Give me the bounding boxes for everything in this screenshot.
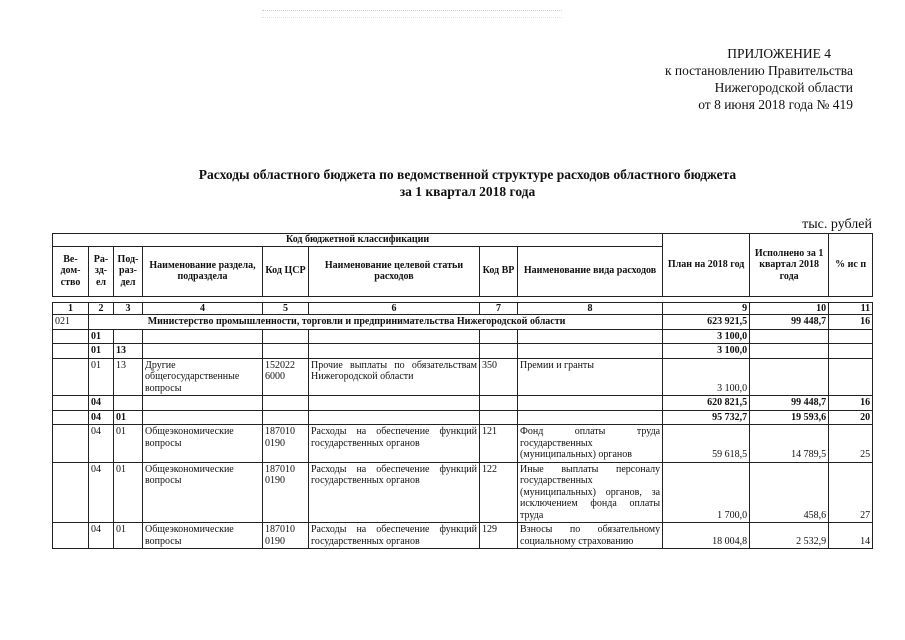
cell-vr: 121: [480, 425, 518, 463]
ministry-name: [89, 315, 663, 330]
table-row: [53, 396, 873, 411]
cell-vedomstvo: [53, 523, 89, 549]
cell-plan: 59 618,5: [663, 425, 750, 463]
cell-vr-name: Премии и гранты: [518, 358, 663, 396]
header-csr-name: Наименование целевой статьи расходов: [309, 246, 480, 296]
cell-vedomstvo: [53, 425, 89, 463]
cell-podrazdel: 13: [114, 344, 143, 359]
cell-done: 19 593,6: [750, 410, 829, 425]
cell-pct: 20: [829, 410, 873, 425]
cell-plan: 3 100,0: [663, 329, 750, 344]
col-number: 5: [263, 302, 309, 315]
header-row-group: [53, 234, 873, 247]
cell-vedomstvo: [53, 410, 89, 425]
col-number: 9: [663, 302, 750, 315]
header-podrazdel: Под-раз-дел: [114, 246, 143, 296]
cell-csr-name: [309, 329, 480, 344]
cell-pct: [829, 344, 873, 359]
cell-vedomstvo: [53, 344, 89, 359]
col-number: 4: [143, 302, 263, 315]
cell-razdel: 04: [89, 425, 114, 463]
table-row: [53, 425, 873, 463]
cell-csr: 187010 0190: [263, 462, 309, 523]
budget-table: [52, 233, 873, 549]
cell-podrazdel: 01: [114, 523, 143, 549]
cell-pct: 14: [829, 523, 873, 549]
title-line: Расходы областного бюджета по ведомственной структуре расходов областного бюджета: [198, 167, 737, 182]
cell-razdel-name: Общеэкономические вопросы: [143, 523, 263, 549]
header-vr-name: Наименование вида расходов: [518, 246, 663, 296]
cell-razdel: 01: [89, 329, 114, 344]
appendix-title: ПРИЛОЖЕНИЕ 4: [727, 46, 831, 61]
cell-razdel-name: [143, 396, 263, 411]
col-number: 1: [53, 302, 89, 315]
cell-done: 14 789,5: [750, 425, 829, 463]
cell-vr: [480, 329, 518, 344]
cell-plan: 3 100,0: [663, 358, 750, 396]
scan-artifact: [262, 10, 562, 18]
cell-vr: 350: [480, 358, 518, 396]
header-done: Исполнено за 1 квартал 2018 года: [750, 234, 829, 297]
col-number: 2: [89, 302, 114, 315]
col-number: 11: [829, 302, 873, 315]
cell-done: [750, 344, 829, 359]
cell-csr-name: Прочие выплаты по обязательствам Нижегородской области: [309, 358, 480, 396]
units-label: тыс. рублей: [802, 217, 872, 232]
cell-done: [750, 329, 829, 344]
appendix-block: [665, 45, 853, 113]
cell-done: 458,6: [750, 462, 829, 523]
cell-csr-name: Расходы на обеспечение функций государственных органов: [309, 462, 480, 523]
header-group: Код бюджетной классификации: [53, 234, 663, 247]
appendix-line: Нижегородской области: [714, 80, 853, 95]
cell-vr: [480, 410, 518, 425]
table-row: [53, 462, 873, 523]
cell-csr-name: Расходы на обеспечение функций государственных органов: [309, 425, 480, 463]
col-number: 10: [750, 302, 829, 315]
cell-vr-name: Взносы по обязательному социальному страхованию: [518, 523, 663, 549]
title-line: за 1 квартал 2018 года: [399, 184, 536, 199]
cell-csr-name: Расходы на обеспечение функций государственных органов: [309, 523, 480, 549]
cell-done: 2 532,9: [750, 523, 829, 549]
column-numbers-row: [53, 302, 873, 315]
cell-vr: [480, 396, 518, 411]
table-row: [53, 329, 873, 344]
cell-csr-name: [309, 396, 480, 411]
ministry-pct: 16: [829, 315, 873, 330]
header-csr: Код ЦСР: [263, 246, 309, 296]
cell-plan: 3 100,0: [663, 344, 750, 359]
table-row: [53, 358, 873, 396]
cell-podrazdel: 01: [114, 425, 143, 463]
cell-razdel: 01: [89, 344, 114, 359]
cell-razdel: 04: [89, 410, 114, 425]
col-number: 6: [309, 302, 480, 315]
cell-vr-name: Иные выплаты персоналу государственных (муниципальных) органов, за исключением фонда оплаты труда: [518, 462, 663, 523]
cell-pct: [829, 329, 873, 344]
cell-vedomstvo: [53, 329, 89, 344]
ministry-plan: 623 921,5: [663, 315, 750, 330]
cell-pct: 27: [829, 462, 873, 523]
cell-vr-name: [518, 329, 663, 344]
cell-vedomstvo: [53, 396, 89, 411]
cell-vr: [480, 344, 518, 359]
cell-podrazdel: 01: [114, 462, 143, 523]
header-vr: Код ВР: [480, 246, 518, 296]
cell-csr-name: [309, 410, 480, 425]
cell-plan: 95 732,7: [663, 410, 750, 425]
cell-razdel-name: Общеэкономические вопросы: [143, 425, 263, 463]
cell-razdel: 04: [89, 523, 114, 549]
cell-vr: 122: [480, 462, 518, 523]
cell-csr: [263, 344, 309, 359]
cell-razdel: 04: [89, 396, 114, 411]
table-row: [53, 410, 873, 425]
cell-vedomstvo: [53, 358, 89, 396]
cell-csr: 187010 0190: [263, 523, 309, 549]
cell-csr-name: [309, 344, 480, 359]
col-number: 8: [518, 302, 663, 315]
cell-vr: 129: [480, 523, 518, 549]
cell-vedomstvo: [53, 462, 89, 523]
header-razdel-name: Наименование раздела, подраздела: [143, 246, 263, 296]
appendix-line: к постановлению Правительства: [664, 63, 853, 78]
header-vedomstvo: Ве-дом-ство: [53, 246, 89, 296]
ministry-row: [53, 315, 873, 330]
cell-csr: [263, 329, 309, 344]
ministry-code: 021: [53, 315, 89, 330]
cell-vr-name: [518, 396, 663, 411]
header-plan: План на 2018 год: [663, 234, 750, 297]
cell-csr: 152022 6000: [263, 358, 309, 396]
cell-vr-name: [518, 410, 663, 425]
cell-vr-name: [518, 344, 663, 359]
cell-pct: 25: [829, 425, 873, 463]
table-row: [53, 344, 873, 359]
cell-razdel: 04: [89, 462, 114, 523]
cell-csr: [263, 410, 309, 425]
ministry-name-text: Министерство промышленности, торговли и предпринимательства Нижегородской области: [147, 316, 566, 327]
cell-razdel-name: Общеэкономические вопросы: [143, 462, 263, 523]
cell-podrazdel: 01: [114, 410, 143, 425]
cell-podrazdel: [114, 396, 143, 411]
cell-plan: 620 821,5: [663, 396, 750, 411]
cell-podrazdel: [114, 329, 143, 344]
header-razdel: Ра-зд-ел: [89, 246, 114, 296]
cell-razdel-name: Другие общегосударственные вопросы: [143, 358, 263, 396]
appendix-line: от 8 июня 2018 года № 419: [698, 97, 853, 112]
cell-csr: [263, 396, 309, 411]
cell-done: [750, 358, 829, 396]
cell-plan: 1 700,0: [663, 462, 750, 523]
cell-razdel: 01: [89, 358, 114, 396]
cell-razdel-name: [143, 329, 263, 344]
cell-podrazdel: 13: [114, 358, 143, 396]
cell-plan: 18 004,8: [663, 523, 750, 549]
cell-pct: 16: [829, 396, 873, 411]
cell-vr-name: Фонд оплаты труда государственных (муниципальных) органов: [518, 425, 663, 463]
document-title: [0, 166, 905, 200]
col-number: 3: [114, 302, 143, 315]
table-row: [53, 523, 873, 549]
cell-pct: [829, 358, 873, 396]
header-pct: % ис п: [829, 234, 873, 297]
ministry-done: 99 448,7: [750, 315, 829, 330]
cell-csr: 187010 0190: [263, 425, 309, 463]
cell-done: 99 448,7: [750, 396, 829, 411]
cell-razdel-name: [143, 410, 263, 425]
col-number: 7: [480, 302, 518, 315]
cell-razdel-name: [143, 344, 263, 359]
